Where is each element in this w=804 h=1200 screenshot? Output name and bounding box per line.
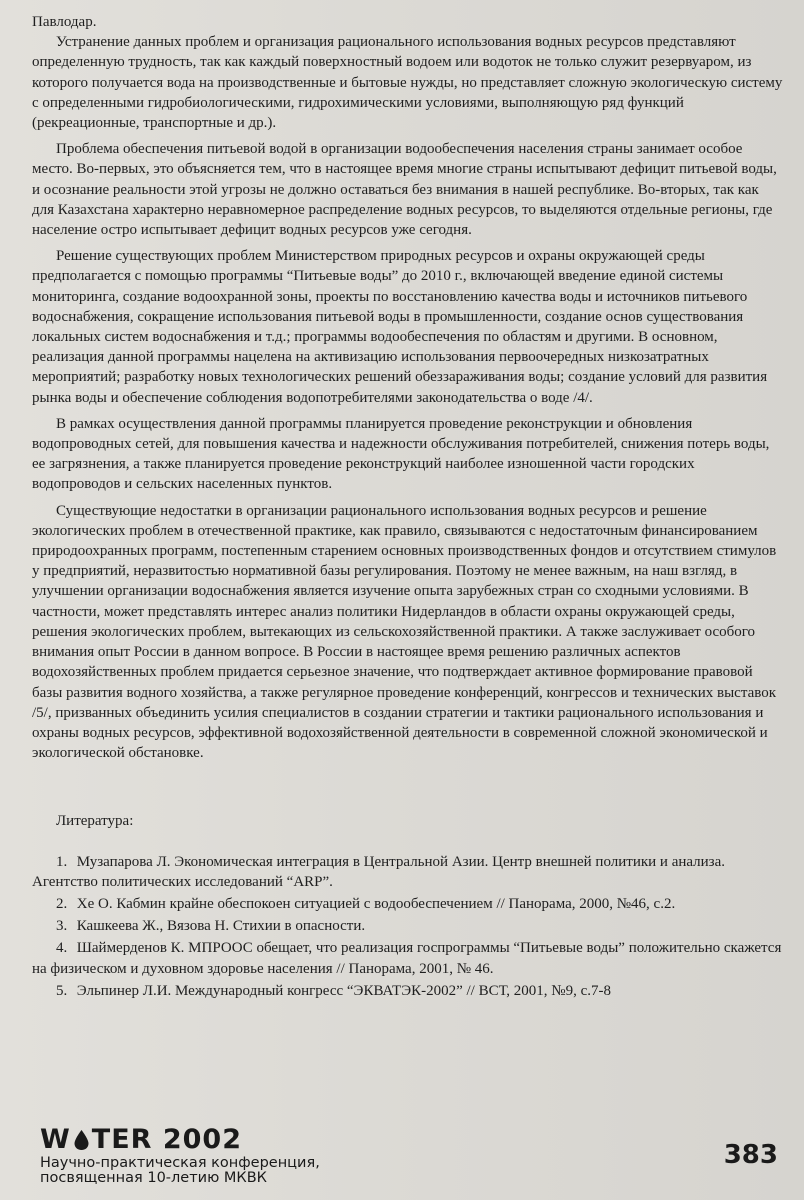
page-footer [40, 1126, 780, 1186]
paragraph-3: Решение существующих проблем Министерством природных ресурсов и охраны окружающей среды предполагается с помощью программы “Питьевые воды” до 2010 г., включающей введение единой системы мониторинга, создание водоохранной зоны, проекты по восстановлению качества воды и источников питьевого водоснабжения, сокращение использования питьевой воды в промышленности, создание основ существования локальных систем водоснабжения и т.д.; программы водообеспечения по областям и другими. В основном, реализация данной программы нацелена на активизацию использования первоочередных низкозатратных мероприятий; разработку новых технологических решений обеззараживания воды; создание условий для развития рынка воды и обеспечение соблюдения водопотребителями законодательства о воде /4/. [32, 248, 768, 406]
paragraph-1: Устранение данных проблем и организация рационального использования водных ресурсов представляют определенную трудность, так как каждый поверхностный водоем или водоток не только служит резервуаром, из которого получается вода на производственные и бытовые нужды, но представляет сложную экологическую систему с определенными гидробиологическими, гидрохимическими условиями, выполняющую ряд функций (рекреационные, транспортные и др.). [32, 34, 783, 132]
reference-number: 3. [56, 918, 68, 935]
reference-number: 4. [56, 940, 68, 957]
reference-item [32, 916, 784, 936]
reference-text: Эльпинер Л.И. Международный конгресс “ЭКВАТЭК-2002” // ВСТ, 2001, №9, с.7-8 [76, 982, 611, 999]
reference-number: 2. [56, 895, 68, 912]
paragraph-4: В рамках осуществления данной программы планируется проведение реконструкции и обновления водопроводных сетей, для повышения качества и надежности обслуживания потребителей, снижения потерь воды, ее загрязнения, а также планируется проведение реконструкций наиболее изношенной части городских водопроводов и сельских населенных пунктов. [32, 415, 770, 493]
conference-caption [40, 1156, 320, 1186]
paragraph-5: Существующие недостатки в организации рационального использования водных ресурсов и решение экологических проблем в отечественной практике, как правило, связываются с недостаточным финансированием природоохранных программ, постепенным старением основных производственных фондов и отсутствием стимулов у предприятий, неразвитостью нормативной базы регулирования. Поэтому не менее важным, на наш взгляд, в улучшении организации водоснабжения является изучение опыта зарубежных стран со сходными условиями. В частности, может представлять интерес анализ политики Нидерландов в области охраны окружающей среды, решения экологических проблем, вытекающих из сельскохозяйственной практики. А также заслуживает особого внимания опыт России в данном вопросе. В России в настоящее время решению различных аспектов водохозяйственных проблем придается серьезное значение, что подтверждает активное формирование правовой базы развития водного хозяйства, а также регулярное проведение конференций, конгрессов и технических выставок /5/, призванных объединить усилия специалистов в создании стратегии и тактики рационального использования и охраны водных ресурсов, эффективной водохозяйственной деятельности в современной сложной экономической и экологической обстановке. [32, 502, 777, 762]
reference-text: Кашкеева Ж., Вязова Н. Стихии в опасности. [76, 918, 366, 935]
reference-item [32, 938, 784, 978]
main-text [32, 12, 784, 1003]
reference-text: Музапарова Л. Экономическая интеграция в Центральной Азии. Центр внешней политики и анализа. Агентство политических исследований “ARP”. [32, 853, 726, 890]
reference-number: 1. [56, 853, 68, 870]
paragraph-0: Павлодар. [32, 14, 97, 30]
page-number: 383 [723, 1140, 778, 1170]
logo-text: TER 2002 [91, 1124, 242, 1155]
water-2002-logo [40, 1126, 242, 1154]
reference-text: Хе О. Кабмин крайне обеспокоен ситуацией с водообеспечением // Панорама, 2000, №46, с.2. [76, 895, 676, 912]
references-title: Литература: [56, 813, 134, 830]
reference-item [32, 894, 784, 914]
paragraph-2: Проблема обеспечения питьевой водой в организации водообеспечения населения страны занимает особое место. Во-первых, это объясняется тем, что в настоящее время многие страны испытывают дефицит питьевой воды, и осознание реальности этой угрозы не должно оставаться без внимания в нашей республике. Во-вторых, так как для Казахстана характерно неравномерное распределение водных ресурсов, то выделяются отдельные регионы, где население остро испытывает дефицит водных ресурсов уже сегодня. [32, 141, 777, 239]
reference-item [32, 981, 784, 1001]
reference-item [32, 852, 784, 892]
water-drop-icon [73, 1129, 90, 1151]
conference-line-1: Научно-практическая конференция, [40, 1155, 320, 1171]
reference-text: Шаймерденов К. МПРООС обещает, что реализация госпрограммы “Питьевые воды” положительно скажется на физическом и духовном здоровье населения // Панорама, 2001, № 46. [32, 940, 782, 977]
logo-letter-w: W [40, 1124, 71, 1155]
reference-number: 5. [56, 982, 68, 999]
references-list [32, 852, 784, 1001]
conference-line-2: посвященная 10-летию МКВК [40, 1170, 267, 1186]
